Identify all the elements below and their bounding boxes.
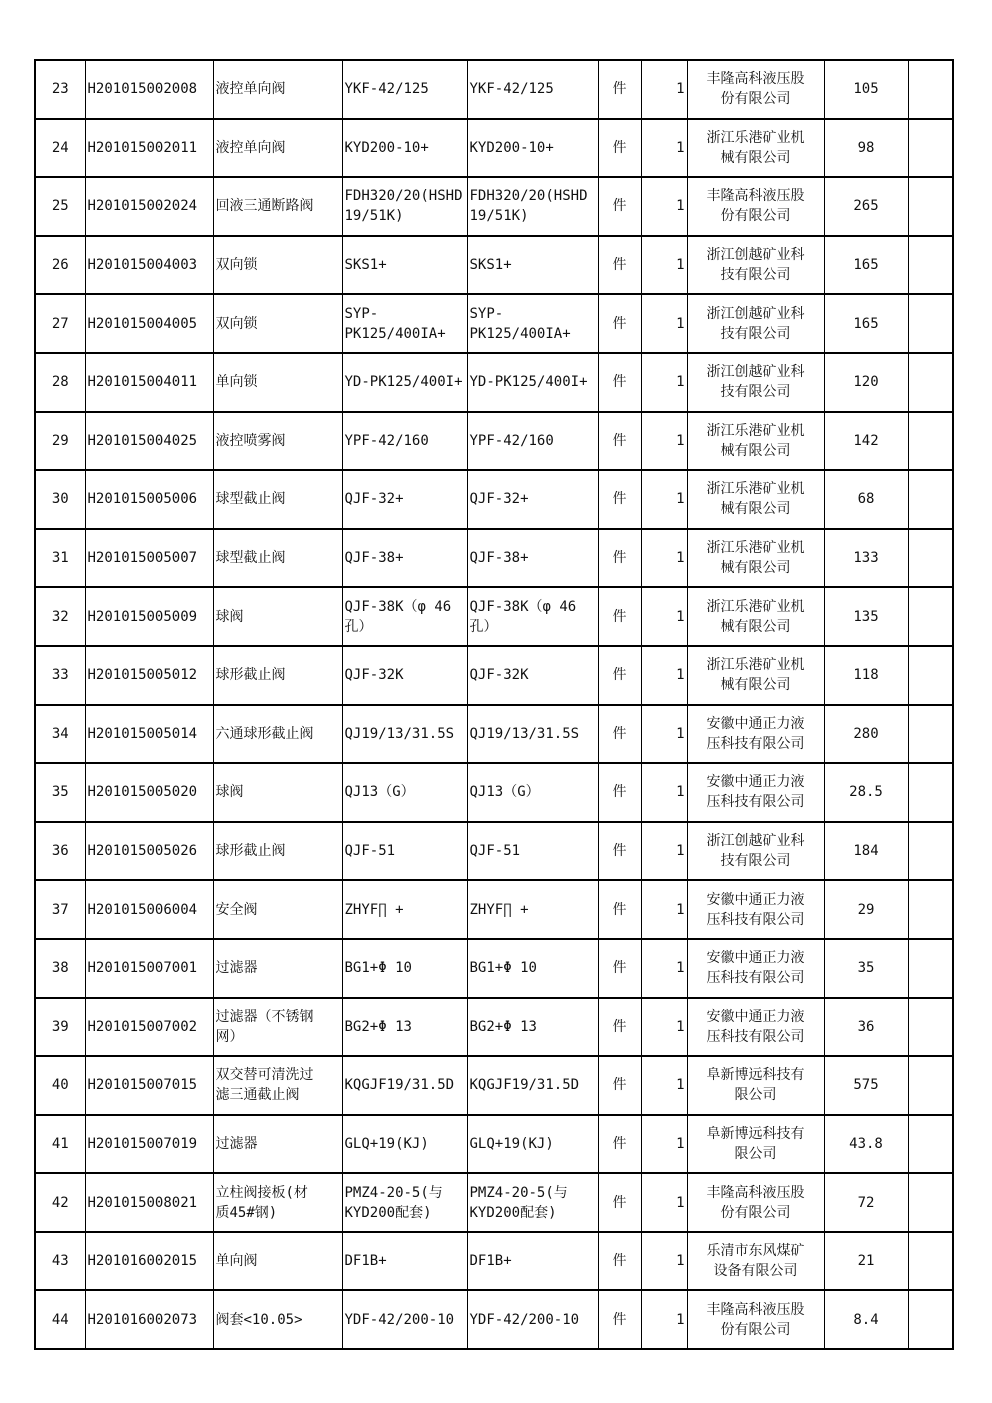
table-row	[35, 60, 953, 119]
item-code-cell: H201015002011	[85, 119, 213, 178]
remark-cell	[908, 353, 953, 412]
table-row	[35, 880, 953, 939]
quantity-cell: 1	[641, 1290, 687, 1349]
quantity-cell: 1	[641, 705, 687, 764]
price-cell: 68	[824, 470, 908, 529]
unit-cell: 件	[598, 587, 641, 646]
remark-cell	[908, 587, 953, 646]
row-number-cell: 42	[35, 1173, 85, 1232]
specification-cell: YD-PK125/400I+	[342, 353, 467, 412]
table-body	[35, 60, 953, 1349]
specification-cell: ZHYF∏ +	[342, 880, 467, 939]
unit-cell: 件	[598, 1173, 641, 1232]
price-cell: 43.8	[824, 1115, 908, 1174]
row-number-cell: 41	[35, 1115, 85, 1174]
unit-cell: 件	[598, 646, 641, 705]
supplier-cell: 浙江乐港矿业机 械有限公司	[687, 119, 824, 178]
remark-cell	[908, 763, 953, 822]
price-cell: 36	[824, 998, 908, 1057]
item-code-cell: H201015005006	[85, 470, 213, 529]
unit-cell: 件	[598, 880, 641, 939]
item-code-cell: H201015004003	[85, 236, 213, 295]
item-code-cell: H201015002024	[85, 177, 213, 236]
unit-cell: 件	[598, 60, 641, 119]
item-name-cell: 过滤器	[213, 1115, 342, 1174]
item-name-cell: 液控喷雾阀	[213, 412, 342, 471]
price-cell: 120	[824, 353, 908, 412]
price-cell: 72	[824, 1173, 908, 1232]
remark-cell	[908, 412, 953, 471]
quantity-cell: 1	[641, 998, 687, 1057]
row-number-cell: 37	[35, 880, 85, 939]
quantity-cell: 1	[641, 353, 687, 412]
remark-cell	[908, 880, 953, 939]
remark-cell	[908, 119, 953, 178]
table-row	[35, 587, 953, 646]
item-name-cell: 球形截止阀	[213, 646, 342, 705]
specification-cell: DF1B+	[342, 1232, 467, 1291]
row-number-cell: 26	[35, 236, 85, 295]
unit-cell: 件	[598, 1232, 641, 1291]
remark-cell	[908, 998, 953, 1057]
unit-cell: 件	[598, 236, 641, 295]
item-code-cell: H201015007019	[85, 1115, 213, 1174]
item-name-cell: 球型截止阀	[213, 470, 342, 529]
item-name-cell: 球型截止阀	[213, 529, 342, 588]
price-cell: 165	[824, 236, 908, 295]
supplier-cell: 安徽中通正力液 压科技有限公司	[687, 705, 824, 764]
supplier-cell: 丰隆高科液压股 份有限公司	[687, 1173, 824, 1232]
model-cell: GLQ+19(KJ)	[467, 1115, 598, 1174]
item-code-cell: H201015005007	[85, 529, 213, 588]
price-cell: 142	[824, 412, 908, 471]
quantity-cell: 1	[641, 763, 687, 822]
item-name-cell: 双交替可清洗过 滤三通截止阀	[213, 1056, 342, 1115]
quantity-cell: 1	[641, 236, 687, 295]
item-code-cell: H201015002008	[85, 60, 213, 119]
quantity-cell: 1	[641, 1115, 687, 1174]
specification-cell: QJF-51	[342, 822, 467, 881]
supplier-cell: 浙江创越矿业科 技有限公司	[687, 294, 824, 353]
model-cell: QJF-38K（φ 46 孔）	[467, 587, 598, 646]
model-cell: BG1+Φ 10	[467, 939, 598, 998]
row-number-cell: 33	[35, 646, 85, 705]
specification-cell: SYP- PK125/400IA+	[342, 294, 467, 353]
item-name-cell: 球形截止阀	[213, 822, 342, 881]
supplier-cell: 浙江创越矿业科 技有限公司	[687, 822, 824, 881]
unit-cell: 件	[598, 412, 641, 471]
quantity-cell: 1	[641, 880, 687, 939]
price-cell: 29	[824, 880, 908, 939]
remark-cell	[908, 646, 953, 705]
parts-price-table	[34, 59, 954, 1350]
model-cell: YPF-42/160	[467, 412, 598, 471]
supplier-cell: 浙江乐港矿业机 械有限公司	[687, 646, 824, 705]
item-name-cell: 球阀	[213, 763, 342, 822]
remark-cell	[908, 236, 953, 295]
specification-cell: PMZ4-20-5(与 KYD200配套)	[342, 1173, 467, 1232]
quantity-cell: 1	[641, 1173, 687, 1232]
table-row	[35, 998, 953, 1057]
specification-cell: FDH320/20(HSHD 19/51K)	[342, 177, 467, 236]
model-cell: DF1B+	[467, 1232, 598, 1291]
quantity-cell: 1	[641, 294, 687, 353]
price-cell: 28.5	[824, 763, 908, 822]
unit-cell: 件	[598, 998, 641, 1057]
table-row	[35, 119, 953, 178]
price-cell: 21	[824, 1232, 908, 1291]
row-number-cell: 31	[35, 529, 85, 588]
specification-cell: QJ13（G）	[342, 763, 467, 822]
table-row	[35, 1290, 953, 1349]
table-row	[35, 470, 953, 529]
supplier-cell: 丰隆高科液压股 份有限公司	[687, 60, 824, 119]
item-code-cell: H201015005009	[85, 587, 213, 646]
quantity-cell: 1	[641, 529, 687, 588]
row-number-cell: 29	[35, 412, 85, 471]
supplier-cell: 丰隆高科液压股 份有限公司	[687, 1290, 824, 1349]
specification-cell: QJF-38K（φ 46 孔）	[342, 587, 467, 646]
item-code-cell: H201015008021	[85, 1173, 213, 1232]
price-cell: 135	[824, 587, 908, 646]
item-name-cell: 立柱阀接板(材 质45#钢)	[213, 1173, 342, 1232]
quantity-cell: 1	[641, 1056, 687, 1115]
table-row	[35, 1115, 953, 1174]
quantity-cell: 1	[641, 60, 687, 119]
specification-cell: QJF-32K	[342, 646, 467, 705]
unit-cell: 件	[598, 119, 641, 178]
table-row	[35, 294, 953, 353]
model-cell: QJF-32+	[467, 470, 598, 529]
item-code-cell: H201016002015	[85, 1232, 213, 1291]
specification-cell: KQGJF19/31.5D	[342, 1056, 467, 1115]
unit-cell: 件	[598, 353, 641, 412]
item-name-cell: 过滤器	[213, 939, 342, 998]
table-row	[35, 1173, 953, 1232]
quantity-cell: 1	[641, 119, 687, 178]
item-code-cell: H201016002073	[85, 1290, 213, 1349]
model-cell: YKF-42/125	[467, 60, 598, 119]
remark-cell	[908, 294, 953, 353]
remark-cell	[908, 177, 953, 236]
row-number-cell: 35	[35, 763, 85, 822]
price-cell: 98	[824, 119, 908, 178]
unit-cell: 件	[598, 705, 641, 764]
quantity-cell: 1	[641, 470, 687, 529]
model-cell: ZHYF∏ +	[467, 880, 598, 939]
specification-cell: YDF-42/200-10	[342, 1290, 467, 1349]
row-number-cell: 38	[35, 939, 85, 998]
unit-cell: 件	[598, 177, 641, 236]
model-cell: SYP- PK125/400IA+	[467, 294, 598, 353]
remark-cell	[908, 470, 953, 529]
table-row	[35, 646, 953, 705]
specification-cell: BG1+Φ 10	[342, 939, 467, 998]
quantity-cell: 1	[641, 587, 687, 646]
model-cell: QJF-32K	[467, 646, 598, 705]
remark-cell	[908, 529, 953, 588]
price-cell: 133	[824, 529, 908, 588]
item-name-cell: 阀套<10.05>	[213, 1290, 342, 1349]
unit-cell: 件	[598, 294, 641, 353]
row-number-cell: 28	[35, 353, 85, 412]
row-number-cell: 30	[35, 470, 85, 529]
row-number-cell: 39	[35, 998, 85, 1057]
remark-cell	[908, 1115, 953, 1174]
item-code-cell: H201015004011	[85, 353, 213, 412]
supplier-cell: 丰隆高科液压股 份有限公司	[687, 177, 824, 236]
supplier-cell: 阜新博远科技有 限公司	[687, 1056, 824, 1115]
model-cell: KYD200-10+	[467, 119, 598, 178]
item-code-cell: H201015007002	[85, 998, 213, 1057]
item-code-cell: H201015005026	[85, 822, 213, 881]
item-name-cell: 单向锁	[213, 353, 342, 412]
supplier-cell: 浙江乐港矿业机 械有限公司	[687, 412, 824, 471]
supplier-cell: 阜新博远科技有 限公司	[687, 1115, 824, 1174]
table-row	[35, 236, 953, 295]
unit-cell: 件	[598, 1115, 641, 1174]
unit-cell: 件	[598, 529, 641, 588]
unit-cell: 件	[598, 822, 641, 881]
supplier-cell: 浙江乐港矿业机 械有限公司	[687, 470, 824, 529]
model-cell: PMZ4-20-5(与 KYD200配套)	[467, 1173, 598, 1232]
unit-cell: 件	[598, 763, 641, 822]
supplier-cell: 安徽中通正力液 压科技有限公司	[687, 763, 824, 822]
item-name-cell: 双向锁	[213, 236, 342, 295]
specification-cell: GLQ+19(KJ)	[342, 1115, 467, 1174]
remark-cell	[908, 1290, 953, 1349]
specification-cell: QJ19/13/31.5S	[342, 705, 467, 764]
price-cell: 8.4	[824, 1290, 908, 1349]
supplier-cell: 乐清市东风煤矿 设备有限公司	[687, 1232, 824, 1291]
quantity-cell: 1	[641, 646, 687, 705]
model-cell: QJ19/13/31.5S	[467, 705, 598, 764]
unit-cell: 件	[598, 939, 641, 998]
model-cell: SKS1+	[467, 236, 598, 295]
item-name-cell: 单向阀	[213, 1232, 342, 1291]
specification-cell: BG2+Φ 13	[342, 998, 467, 1057]
table-row	[35, 353, 953, 412]
item-name-cell: 过滤器（不锈钢 网）	[213, 998, 342, 1057]
table-row	[35, 177, 953, 236]
unit-cell: 件	[598, 1290, 641, 1349]
table-row	[35, 412, 953, 471]
item-name-cell: 安全阀	[213, 880, 342, 939]
remark-cell	[908, 1056, 953, 1115]
item-name-cell: 液控单向阀	[213, 119, 342, 178]
table-row	[35, 939, 953, 998]
item-code-cell: H201015004005	[85, 294, 213, 353]
remark-cell	[908, 1173, 953, 1232]
price-cell: 280	[824, 705, 908, 764]
row-number-cell: 27	[35, 294, 85, 353]
price-cell: 118	[824, 646, 908, 705]
item-code-cell: H201015007001	[85, 939, 213, 998]
specification-cell: QJF-38+	[342, 529, 467, 588]
remark-cell	[908, 705, 953, 764]
table-row	[35, 1232, 953, 1291]
remark-cell	[908, 60, 953, 119]
model-cell: FDH320/20(HSHD 19/51K)	[467, 177, 598, 236]
price-cell: 184	[824, 822, 908, 881]
quantity-cell: 1	[641, 939, 687, 998]
unit-cell: 件	[598, 1056, 641, 1115]
specification-cell: QJF-32+	[342, 470, 467, 529]
table-row	[35, 763, 953, 822]
row-number-cell: 24	[35, 119, 85, 178]
model-cell: QJ13（G）	[467, 763, 598, 822]
quantity-cell: 1	[641, 822, 687, 881]
supplier-cell: 浙江乐港矿业机 械有限公司	[687, 587, 824, 646]
item-code-cell: H201015005020	[85, 763, 213, 822]
row-number-cell: 40	[35, 1056, 85, 1115]
supplier-cell: 安徽中通正力液 压科技有限公司	[687, 998, 824, 1057]
supplier-cell: 浙江乐港矿业机 械有限公司	[687, 529, 824, 588]
model-cell: KQGJF19/31.5D	[467, 1056, 598, 1115]
supplier-cell: 安徽中通正力液 压科技有限公司	[687, 880, 824, 939]
quantity-cell: 1	[641, 1232, 687, 1291]
specification-cell: YPF-42/160	[342, 412, 467, 471]
supplier-cell: 浙江创越矿业科 技有限公司	[687, 236, 824, 295]
remark-cell	[908, 1232, 953, 1291]
price-cell: 165	[824, 294, 908, 353]
row-number-cell: 44	[35, 1290, 85, 1349]
quantity-cell: 1	[641, 177, 687, 236]
specification-cell: KYD200-10+	[342, 119, 467, 178]
item-code-cell: H201015005012	[85, 646, 213, 705]
row-number-cell: 25	[35, 177, 85, 236]
row-number-cell: 34	[35, 705, 85, 764]
supplier-cell: 安徽中通正力液 压科技有限公司	[687, 939, 824, 998]
price-cell: 35	[824, 939, 908, 998]
supplier-cell: 浙江创越矿业科 技有限公司	[687, 353, 824, 412]
table-row	[35, 1056, 953, 1115]
row-number-cell: 23	[35, 60, 85, 119]
specification-cell: YKF-42/125	[342, 60, 467, 119]
model-cell: BG2+Φ 13	[467, 998, 598, 1057]
model-cell: QJF-38+	[467, 529, 598, 588]
item-code-cell: H201015005014	[85, 705, 213, 764]
remark-cell	[908, 822, 953, 881]
model-cell: YDF-42/200-10	[467, 1290, 598, 1349]
row-number-cell: 36	[35, 822, 85, 881]
price-cell: 575	[824, 1056, 908, 1115]
price-cell: 105	[824, 60, 908, 119]
table-row	[35, 822, 953, 881]
table-row	[35, 529, 953, 588]
model-cell: YD-PK125/400I+	[467, 353, 598, 412]
price-cell: 265	[824, 177, 908, 236]
quantity-cell: 1	[641, 412, 687, 471]
item-code-cell: H201015006004	[85, 880, 213, 939]
item-code-cell: H201015004025	[85, 412, 213, 471]
item-name-cell: 双向锁	[213, 294, 342, 353]
specification-cell: SKS1+	[342, 236, 467, 295]
item-code-cell: H201015007015	[85, 1056, 213, 1115]
unit-cell: 件	[598, 470, 641, 529]
row-number-cell: 32	[35, 587, 85, 646]
item-name-cell: 六通球形截止阀	[213, 705, 342, 764]
table-row	[35, 705, 953, 764]
remark-cell	[908, 939, 953, 998]
item-name-cell: 回液三通断路阀	[213, 177, 342, 236]
row-number-cell: 43	[35, 1232, 85, 1291]
item-name-cell: 液控单向阀	[213, 60, 342, 119]
model-cell: QJF-51	[467, 822, 598, 881]
item-name-cell: 球阀	[213, 587, 342, 646]
